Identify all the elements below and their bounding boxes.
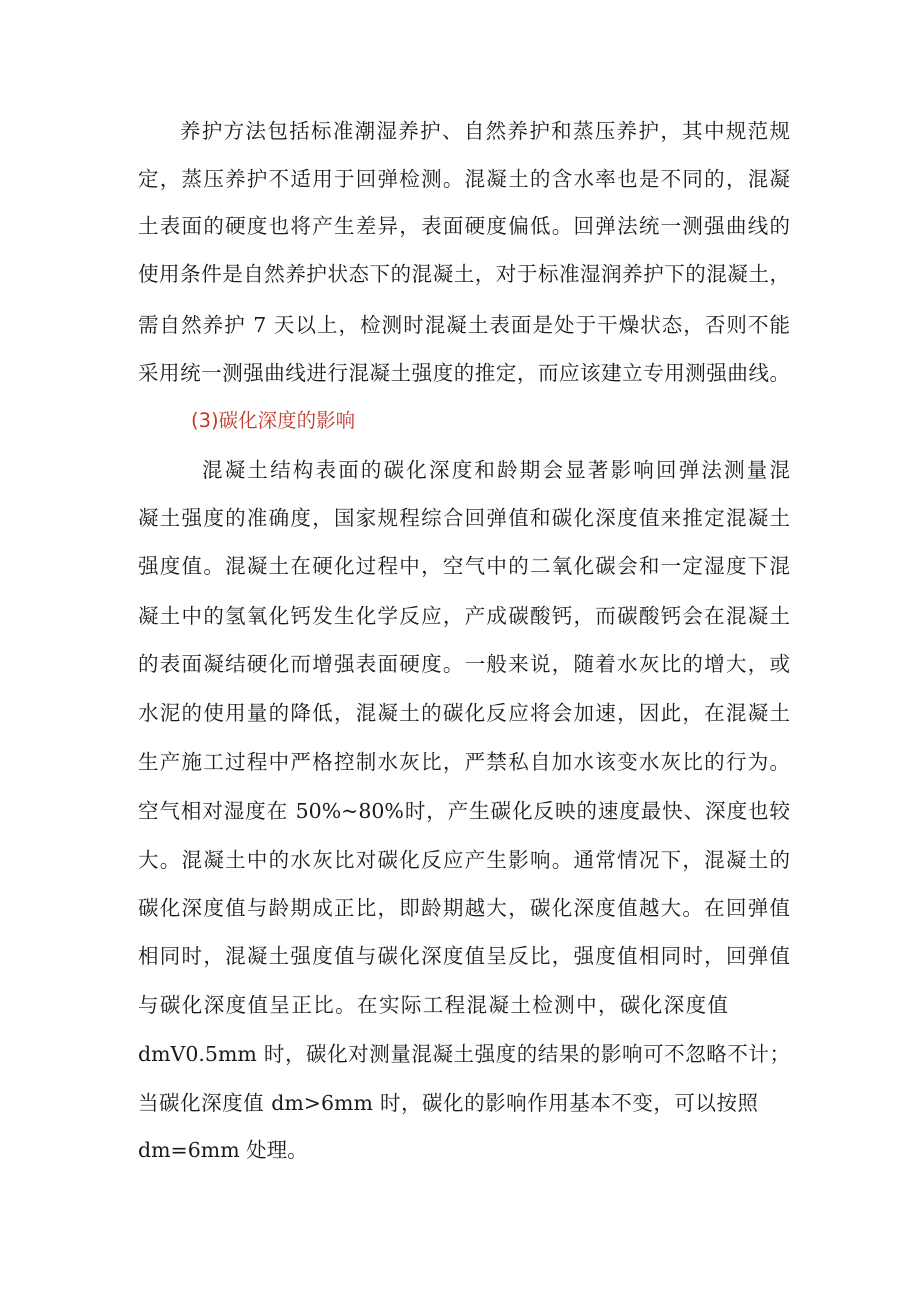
paragraph-line: 碳化深度值与龄期成正比，即龄期越大，碳化深度值越大。在回弹值 — [138, 896, 790, 920]
paragraph-line: 强度值。混凝土在硬化过程中，空气中的二氧化碳会和一定湿度下混 — [138, 554, 790, 578]
paragraph-line: 需自然养护 7 天以上，检测时混凝土表面是处于干燥状态，否则不能 — [138, 313, 790, 337]
paragraph-line: 水泥的使用量的降低，混凝土的碳化反应将会加速，因此，在混凝土 — [138, 701, 790, 725]
paragraph-line: 生产施工过程中严格控制水灰比，严禁私自加水该变水灰比的行为。 — [138, 750, 790, 774]
paragraph-line: 相同时，混凝土强度值与碳化深度值呈反比，强度值相同时，回弹值 — [138, 944, 790, 968]
paragraph-line: 的表面凝结硬化而增强表面硬度。一般来说，随着水灰比的增大，或 — [138, 652, 790, 676]
paragraph-line: 土表面的硬度也将产生差异，表面硬度偏低。回弹法统一测强曲线的 — [138, 214, 790, 238]
paragraph-line: 当碳化深度值 dm>6mm 时，碳化的影响作用基本不变，可以按照 — [138, 1091, 758, 1115]
paragraph-line: 大。混凝土中的水灰比对碳化反应产生影响。通常情况下，混凝土的 — [138, 848, 790, 872]
paragraph-line: dmV0.5mm 时，碳化对测量混凝土强度的结果的影响可不忽略不计； — [138, 1042, 790, 1066]
paragraph-line: 使用条件是自然养护状态下的混凝土，对于标准湿润养护下的混凝土， — [138, 262, 790, 286]
paragraph-line: 凝土中的氢氧化钙发生化学反应，产成碳酸钙，而碳酸钙会在混凝土 — [138, 604, 790, 628]
paragraph-line: dm=6mm 处理。 — [138, 1138, 308, 1162]
paragraph-line: 与碳化深度值呈正比。在实际工程混凝土检测中，碳化深度值 — [138, 993, 728, 1017]
paragraph-line: 定，蒸压养护不适用于回弹检测。混凝土的含水率也是不同的，混凝 — [138, 167, 790, 191]
paragraph-line: 采用统一测强曲线进行混凝土强度的推定，而应该建立专用测强曲线。 — [138, 361, 790, 385]
section-heading-carbonation: (3)碳化深度的影响 — [191, 409, 356, 432]
paragraph-line: 空气相对湿度在 50%~80%时，产生碳化反映的速度最快、深度也较 — [138, 799, 790, 823]
paragraph-line: 凝土强度的准确度，国家规程综合回弹值和碳化深度值来推定混凝土 — [138, 506, 790, 530]
paragraph-line: 养护方法包括标准潮湿养护、自然养护和蒸压养护，其中规范规 — [180, 119, 790, 143]
paragraph-line: 混凝土结构表面的碳化深度和龄期会显著影响回弹法测量混 — [202, 458, 790, 482]
